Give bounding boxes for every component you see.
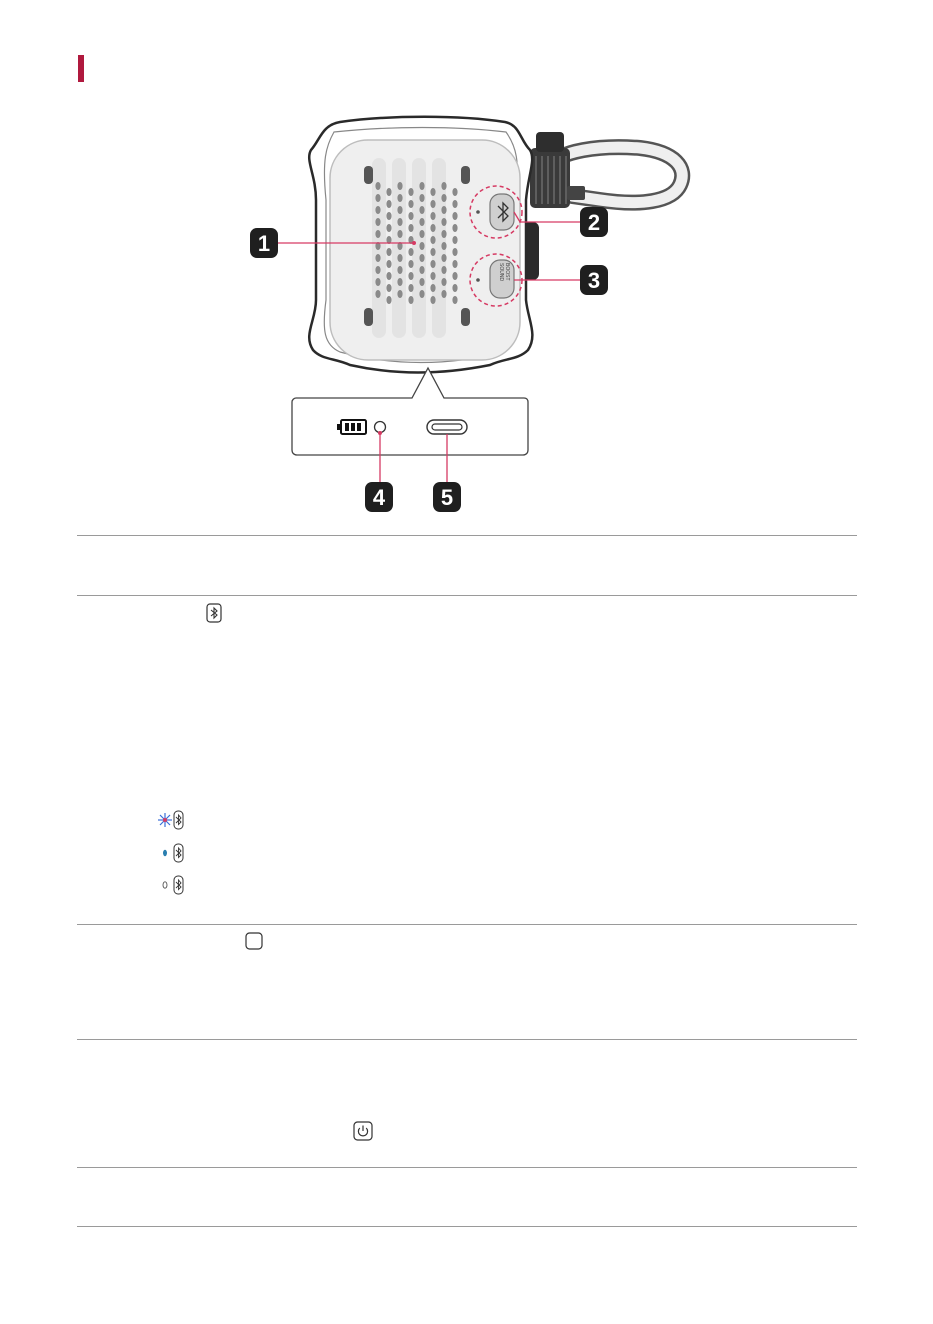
grille-hole bbox=[441, 254, 446, 262]
grille-hole bbox=[408, 260, 413, 268]
grille-hole bbox=[408, 296, 413, 304]
grille-hole bbox=[430, 272, 435, 280]
led-on-icon bbox=[157, 843, 185, 863]
grille-hole bbox=[375, 290, 380, 298]
table-rule-bottom bbox=[77, 1226, 857, 1227]
grille-hole bbox=[375, 230, 380, 238]
grille-hole bbox=[419, 290, 424, 298]
table-rule-4 bbox=[77, 1167, 857, 1168]
svg-text:2: 2 bbox=[587, 210, 601, 235]
grille-hole bbox=[408, 248, 413, 256]
usb-c-port-icon bbox=[427, 420, 467, 434]
grille-hole bbox=[408, 284, 413, 292]
grille-hole bbox=[441, 242, 446, 250]
svg-text:1: 1 bbox=[257, 231, 271, 256]
grille-hole bbox=[452, 284, 457, 292]
callout-2 bbox=[580, 207, 608, 237]
grille-hole bbox=[452, 296, 457, 304]
grille-hole bbox=[452, 188, 457, 196]
callout-3 bbox=[580, 265, 608, 295]
svg-text:4: 4 bbox=[372, 485, 386, 510]
grille-hole bbox=[408, 212, 413, 220]
grille-hole bbox=[419, 278, 424, 286]
grille-hole bbox=[375, 278, 380, 286]
charging-led bbox=[375, 422, 386, 433]
grille-hole bbox=[441, 266, 446, 274]
grille-hole bbox=[452, 224, 457, 232]
grille-hole bbox=[441, 218, 446, 226]
grille-hole bbox=[375, 266, 380, 274]
sound-boost-label-2: BOOST bbox=[504, 263, 510, 281]
grille-hole bbox=[408, 200, 413, 208]
grille-hole bbox=[419, 266, 424, 274]
grille-hole bbox=[386, 260, 391, 268]
grille-hole bbox=[441, 194, 446, 202]
grille-hole bbox=[419, 218, 424, 226]
grille-hole bbox=[452, 248, 457, 256]
grille-hole bbox=[430, 224, 435, 232]
grille-hole bbox=[397, 206, 402, 214]
blank-button-icon bbox=[245, 932, 263, 950]
grille-hole bbox=[397, 194, 402, 202]
bluetooth-icon bbox=[206, 603, 222, 623]
grille-hole bbox=[386, 200, 391, 208]
grille-hole bbox=[386, 296, 391, 304]
grille-hole bbox=[386, 212, 391, 220]
grille-hole bbox=[430, 248, 435, 256]
callout-1 bbox=[250, 228, 278, 258]
table-rule-1 bbox=[77, 595, 857, 596]
grille-hole bbox=[419, 194, 424, 202]
svg-text:3: 3 bbox=[587, 268, 601, 293]
grille-hole bbox=[452, 272, 457, 280]
grille-hole bbox=[386, 284, 391, 292]
table-rule-top bbox=[77, 535, 857, 536]
grille-hole bbox=[430, 188, 435, 196]
grille-hole bbox=[419, 242, 424, 250]
grille-hole bbox=[430, 212, 435, 220]
grille-hole bbox=[397, 182, 402, 190]
grille-hole bbox=[430, 200, 435, 208]
table-rule-2 bbox=[77, 924, 857, 925]
grille-hole bbox=[441, 182, 446, 190]
grille-hole bbox=[375, 206, 380, 214]
grille-hole bbox=[452, 260, 457, 268]
grille-hole bbox=[375, 254, 380, 262]
grille-hole bbox=[386, 248, 391, 256]
grille-hole bbox=[419, 182, 424, 190]
table-rule-3 bbox=[77, 1039, 857, 1040]
grille-hole bbox=[386, 224, 391, 232]
grille-hole bbox=[441, 230, 446, 238]
grille-hole bbox=[419, 254, 424, 262]
callout-5 bbox=[433, 482, 461, 512]
grille-hole bbox=[397, 278, 402, 286]
led-off-icon bbox=[157, 875, 185, 895]
grille-hole bbox=[430, 236, 435, 244]
grille-hole bbox=[397, 266, 402, 274]
grille-hole bbox=[419, 230, 424, 238]
grille-hole bbox=[452, 212, 457, 220]
grille-hole bbox=[452, 200, 457, 208]
grille-hole bbox=[375, 182, 380, 190]
grille-hole bbox=[408, 272, 413, 280]
grille-hole bbox=[397, 230, 402, 238]
grille-hole bbox=[430, 284, 435, 292]
grille-hole bbox=[441, 206, 446, 214]
sound-boost-label-1: SOUND bbox=[498, 263, 504, 282]
speaker-diagram bbox=[0, 0, 933, 530]
grille-hole bbox=[397, 218, 402, 226]
grille-hole bbox=[408, 224, 413, 232]
grille-hole bbox=[408, 188, 413, 196]
grille-hole bbox=[397, 254, 402, 262]
grille-hole bbox=[430, 260, 435, 268]
grille-hole bbox=[452, 236, 457, 244]
grille-hole bbox=[375, 218, 380, 226]
grille-hole bbox=[375, 194, 380, 202]
grille-hole bbox=[441, 278, 446, 286]
power-icon bbox=[353, 1121, 373, 1141]
grille-hole bbox=[397, 290, 402, 298]
port-panel bbox=[292, 368, 528, 455]
svg-text:5: 5 bbox=[440, 485, 454, 510]
grille-hole bbox=[441, 290, 446, 298]
led-blinking-icon bbox=[157, 810, 185, 830]
battery-icon bbox=[337, 420, 366, 434]
grille-hole bbox=[419, 206, 424, 214]
callout-4 bbox=[365, 482, 393, 512]
grille-hole bbox=[386, 188, 391, 196]
grille-hole bbox=[430, 296, 435, 304]
grille-hole bbox=[386, 272, 391, 280]
